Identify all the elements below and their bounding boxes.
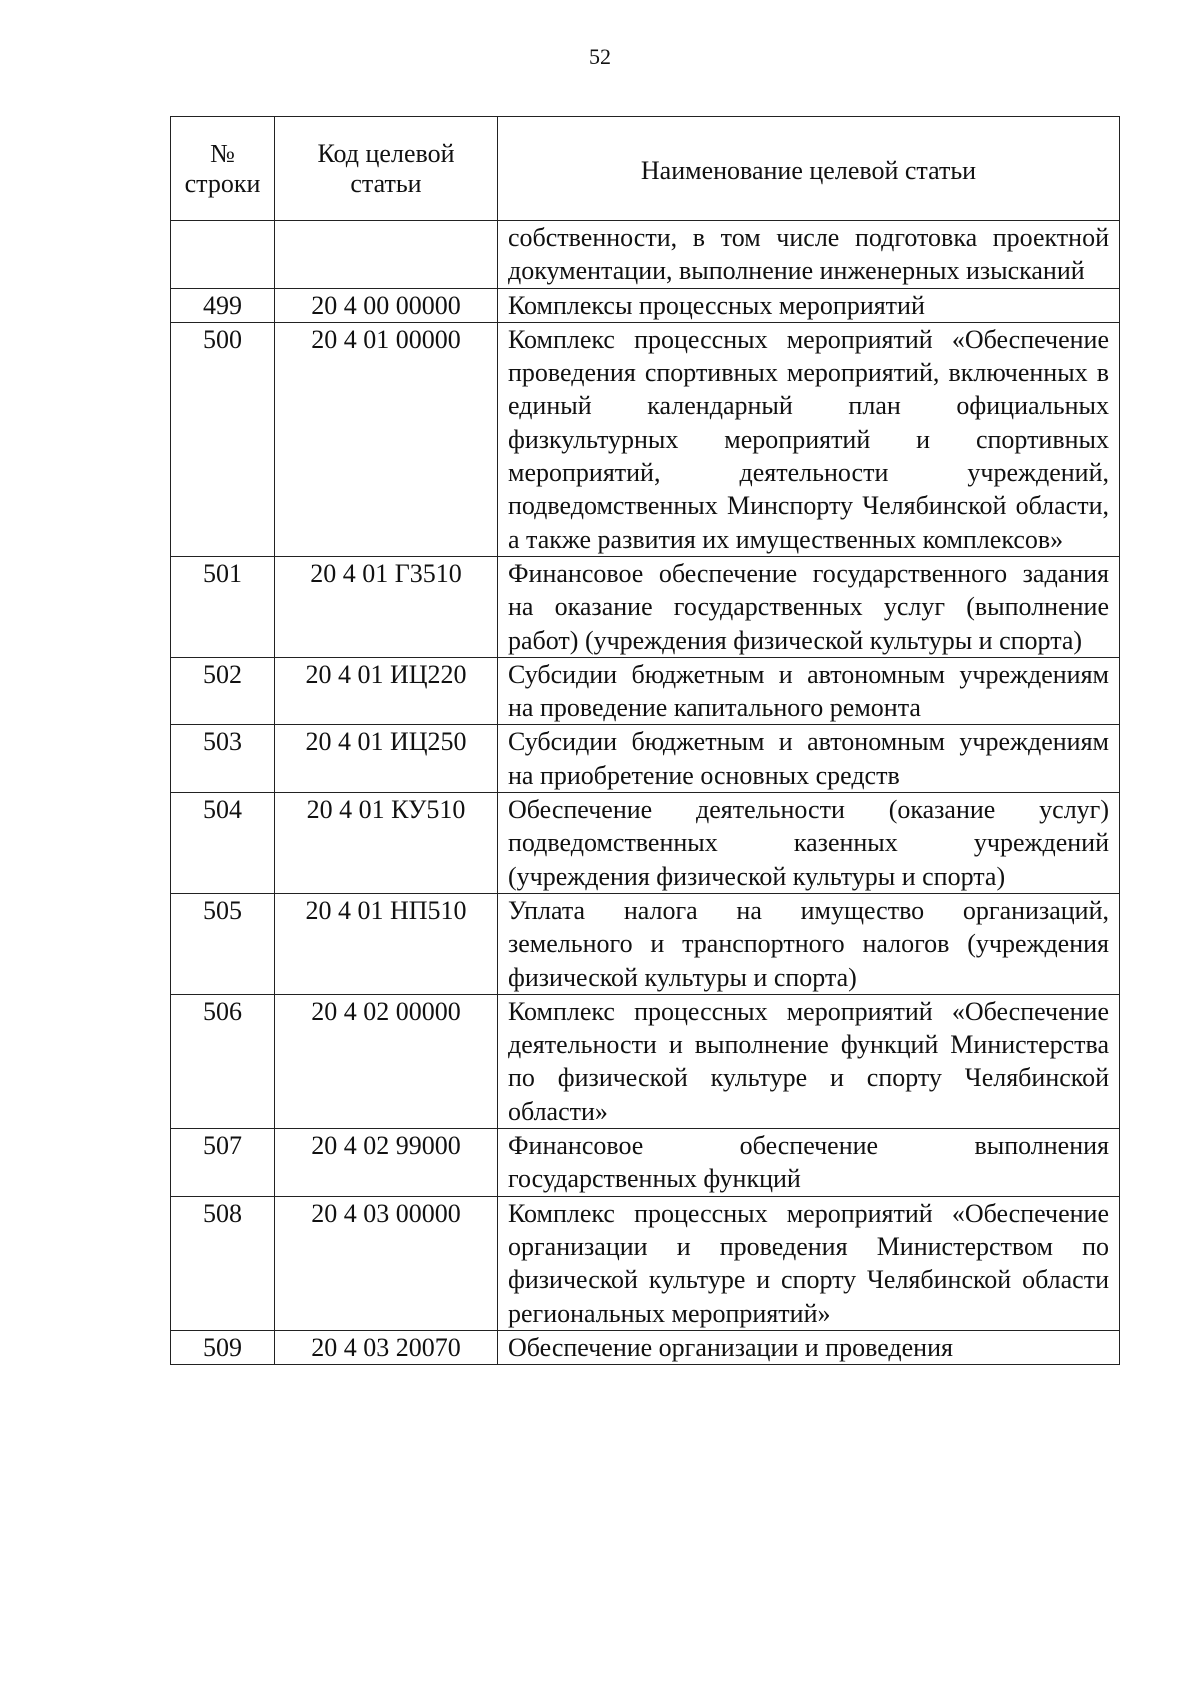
header-target-name: Наименование целевой статьи — [498, 117, 1120, 221]
row-number: 504 — [171, 793, 275, 894]
row-number: 509 — [171, 1330, 275, 1364]
target-name: Обеспечение деятельности (оказание услуг) подведомственных казенных учреждений (учреждения физической культуры и спорта) — [498, 793, 1120, 894]
row-number: 501 — [171, 556, 275, 657]
table-row — [171, 221, 1120, 289]
row-number: 508 — [171, 1196, 275, 1330]
row-number: 499 — [171, 288, 275, 322]
table-row — [171, 1330, 1120, 1364]
header-target-code: Код целевой статьи — [275, 117, 498, 221]
row-number: 507 — [171, 1129, 275, 1197]
row-number: 503 — [171, 725, 275, 793]
target-code: 20 4 02 00000 — [275, 994, 498, 1128]
table-row — [171, 994, 1120, 1128]
target-name: Финансовое обеспечение выполнения государственных функций — [498, 1129, 1120, 1197]
row-number: 505 — [171, 893, 275, 994]
target-code: 20 4 01 ИЦ250 — [275, 725, 498, 793]
target-name: Уплата налога на имущество организаций, земельного и транспортного налогов (учреждения физической культуры и спорта) — [498, 893, 1120, 994]
header-row-number: № строки — [171, 117, 275, 221]
target-code — [275, 221, 498, 289]
target-name: Комплекс процессных мероприятий «Обеспечение проведения спортивных мероприятий, включенных в единый календарный план официальных физкультурных мероприятий и спортивных мероприятий, деятельности учреждений, подведомственных Минспорту Челябинской области, а также развития их имущественных комплексов» — [498, 322, 1120, 556]
target-code: 20 4 01 НП510 — [275, 893, 498, 994]
target-code: 20 4 03 20070 — [275, 1330, 498, 1364]
table-row — [171, 725, 1120, 793]
target-code: 20 4 03 00000 — [275, 1196, 498, 1330]
row-number: 500 — [171, 322, 275, 556]
table-row — [171, 322, 1120, 556]
table-row — [171, 793, 1120, 894]
table-row — [171, 1129, 1120, 1197]
target-name: Субсидии бюджетным и автономным учреждениям на проведение капитального ремонта — [498, 657, 1120, 725]
target-name: Финансовое обеспечение государственного задания на оказание государственных услуг (выполнение работ) (учреждения физической культуры и спорта) — [498, 556, 1120, 657]
target-name: Обеспечение организации и проведения — [498, 1330, 1120, 1364]
target-name: Комплекс процессных мероприятий «Обеспечение организации и проведения Министерством по физической культуре и спорту Челябинской области региональных мероприятий» — [498, 1196, 1120, 1330]
row-number: 502 — [171, 657, 275, 725]
target-name: Комплекс процессных мероприятий «Обеспечение деятельности и выполнение функций Министерства по физической культуре и спорту Челябинской области» — [498, 994, 1120, 1128]
row-number: 506 — [171, 994, 275, 1128]
table-header-row — [171, 117, 1120, 221]
table-row — [171, 1196, 1120, 1330]
table-row — [171, 893, 1120, 994]
table-row — [171, 556, 1120, 657]
target-code: 20 4 01 КУ510 — [275, 793, 498, 894]
target-code: 20 4 00 00000 — [275, 288, 498, 322]
target-code: 20 4 01 Г3510 — [275, 556, 498, 657]
table-row — [171, 657, 1120, 725]
target-name: Комплексы процессных мероприятий — [498, 288, 1120, 322]
target-code: 20 4 01 00000 — [275, 322, 498, 556]
target-name: Субсидии бюджетным и автономным учреждениям на приобретение основных средств — [498, 725, 1120, 793]
page-number: 52 — [589, 44, 611, 69]
table-row — [171, 288, 1120, 322]
row-number — [171, 221, 275, 289]
target-code: 20 4 02 99000 — [275, 1129, 498, 1197]
target-name: собственности, в том числе подготовка проектной документации, выполнение инженерных изысканий — [498, 221, 1120, 289]
target-code: 20 4 01 ИЦ220 — [275, 657, 498, 725]
target-items-table — [170, 116, 1120, 1365]
